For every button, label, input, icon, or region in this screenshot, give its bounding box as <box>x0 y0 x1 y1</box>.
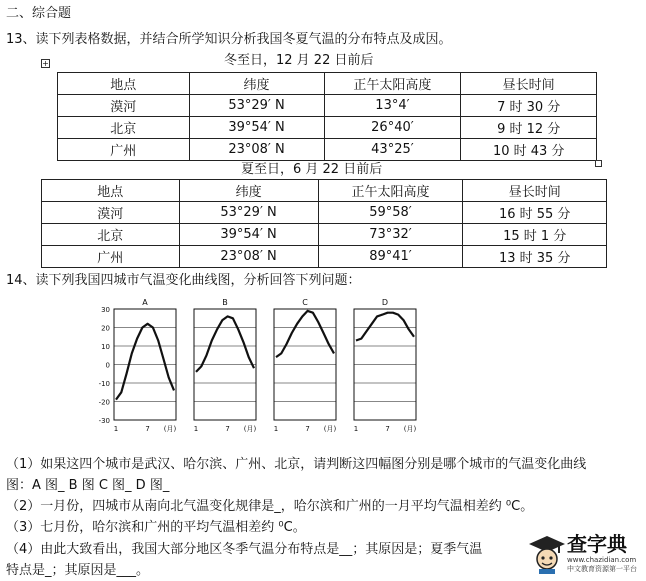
table-cell: 广州 <box>42 246 180 268</box>
summer-header-cell: 纬度 <box>179 180 318 202</box>
summer-header-row <box>42 180 607 202</box>
table-move-handle[interactable]: + <box>42 59 49 68</box>
x-unit-label: (月) <box>323 425 337 433</box>
table-cell: 23°08′ N <box>189 139 324 161</box>
table-cell: 23°08′ N <box>179 246 318 268</box>
y-tick-label: -10 <box>98 380 110 388</box>
table-row <box>42 246 607 268</box>
y-tick-label: -20 <box>98 398 110 407</box>
winter-caption: 冬至日，12 月 22 日前后 <box>224 53 374 68</box>
table-cell: 53°29′ N <box>179 202 318 224</box>
panel-label: A <box>142 298 148 307</box>
table-cell: 13 时 35 分 <box>463 246 607 268</box>
logo-slogan: 中文教育资源第一平台 <box>567 565 637 573</box>
summer-caption: 夏至日，6 月 22 日前后 <box>241 162 383 177</box>
x-tick-label: 7 <box>385 425 390 433</box>
temperature-series-C <box>276 311 334 357</box>
x-tick-label: 1 <box>273 425 279 433</box>
x-tick-label: 1 <box>193 425 199 433</box>
table-cell: 15 时 1 分 <box>463 224 607 246</box>
question-14-part-3: （3）七月份，哈尔滨和广州的平均气温相差约 ⁰C。 <box>6 520 306 535</box>
y-tick-label: -30 <box>98 417 110 425</box>
question-14-part-4-cont: 特点是_；其原因是___。 <box>6 563 150 578</box>
temperature-charts <box>90 293 450 443</box>
table-cell: 9 时 12 分 <box>461 117 597 139</box>
chazidian-logo <box>527 532 639 576</box>
table-row <box>58 95 597 117</box>
table-cell: 39°54′ N <box>189 117 324 139</box>
table-cell: 7 时 30 分 <box>461 95 597 117</box>
question-14-part-2: （2）一月份，四城市从南向北气温变化规律是_，哈尔滨和广州的一月平均气温相差约 ⁰C。 <box>6 499 534 514</box>
winter-header-cell: 正午太阳高度 <box>324 73 461 95</box>
y-tick-label: 20 <box>101 324 110 333</box>
x-tick-label: 1 <box>113 425 119 433</box>
x-unit-label: (月) <box>403 425 417 433</box>
table-cell: 73°32′ <box>318 224 463 246</box>
table-cell: 89°41′ <box>318 246 463 268</box>
panel-label: C <box>302 298 308 307</box>
x-unit-label: (月) <box>243 425 257 433</box>
winter-header-cell: 地点 <box>58 73 190 95</box>
x-tick-label: 7 <box>225 425 230 433</box>
y-tick-label: 0 <box>105 361 110 370</box>
table-cell: 北京 <box>58 117 190 139</box>
x-tick-label: 7 <box>145 425 150 433</box>
question-14-part-1-answers: 图：A 图_ B 图 C 图_ D 图_ <box>6 478 170 493</box>
section-title: 二、综合题 <box>6 6 72 21</box>
table-cell: 53°29′ N <box>189 95 324 117</box>
summer-header-cell: 地点 <box>42 180 180 202</box>
table-row <box>58 117 597 139</box>
logo-url: www.chazidian.com <box>567 556 637 564</box>
summer-header-cell: 正午太阳高度 <box>318 180 463 202</box>
table-row <box>58 139 597 161</box>
table-cell: 广州 <box>58 139 190 161</box>
y-tick-label: 10 <box>101 343 110 351</box>
table-cell: 16 时 55 分 <box>463 202 607 224</box>
question-13-prompt: 13、读下列表格数据，并结合所学知识分析我国冬夏气温的分布特点及成因。 <box>6 32 452 47</box>
question-14-prompt: 14、读下列我国四城市气温变化曲线图，分析回答下列问题： <box>6 273 361 288</box>
temperature-series-B <box>196 316 254 372</box>
x-tick-label: 7 <box>305 425 310 433</box>
panel-label: B <box>222 298 228 307</box>
question-14-part-1: （1）如果这四个城市是武汉、哈尔滨、广州、北京，请判断这四幅图分别是哪个城市的气温变化曲线 <box>6 457 587 472</box>
temperature-series-D <box>356 313 414 341</box>
y-tick-label: 30 <box>101 306 110 314</box>
winter-header-cell: 昼长时间 <box>461 73 597 95</box>
temperature-series-A <box>116 324 174 400</box>
x-tick-label: 1 <box>353 425 359 433</box>
winter-table <box>57 72 597 161</box>
winter-header-cell: 纬度 <box>189 73 324 95</box>
table-cell: 13°4′ <box>324 95 461 117</box>
summer-header-cell: 昼长时间 <box>463 180 607 202</box>
table-row <box>42 202 607 224</box>
table-cell: 10 时 43 分 <box>461 139 597 161</box>
panel-label: D <box>381 298 389 307</box>
table-cell: 26°40′ <box>324 117 461 139</box>
table-cell: 漠河 <box>42 202 180 224</box>
x-unit-label: (月) <box>163 425 177 433</box>
table-resize-handle[interactable] <box>595 160 602 167</box>
table-cell: 59°58′ <box>318 202 463 224</box>
table-cell: 39°54′ N <box>179 224 318 246</box>
question-14-part-4: （4）由此大致看出，我国大部分地区冬季气温分布特点是__；其原因是；夏季气温 <box>6 542 483 557</box>
table-cell: 漠河 <box>58 95 190 117</box>
logo-title: 查字典 <box>567 532 627 556</box>
table-row <box>42 224 607 246</box>
summer-table <box>41 179 607 268</box>
table-cell: 43°25′ <box>324 139 461 161</box>
winter-header-row <box>58 73 597 95</box>
graduate-mascot-icon <box>527 532 567 574</box>
table-cell: 北京 <box>42 224 180 246</box>
